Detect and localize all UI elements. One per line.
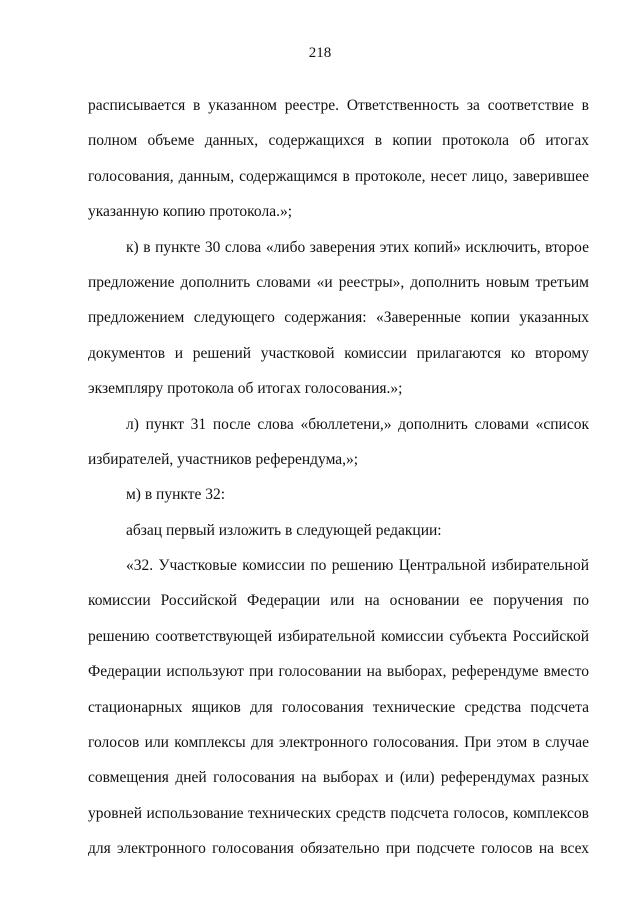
text-line: к) в пункте 30 слова «либо заверения этих копий» исключить, второе (126, 238, 589, 256)
text-line: абзац первый изложить в следующей редакции: (126, 521, 442, 539)
text-line: полном объеме данных, содержащихся в копии протокола об итогах (88, 132, 589, 150)
text-line: предложением следующего содержания: «Заверенные копии указанных (88, 309, 589, 327)
text-line: стационарных ящиков для голосования технические средства подсчета (88, 698, 589, 716)
text-line: «32. Участковые комиссии по решению Центральной избирательной (126, 557, 589, 575)
text-line: для электронного голосования обязательно при подсчете голосов на всех (88, 840, 589, 858)
text-line: указанную копию протокола.»; (88, 203, 293, 221)
text-line: л) пункт 31 после слова «бюллетени,» дополнить словами «список (126, 415, 589, 433)
text-line: Федерации используют при голосовании на выборах, референдуме вместо (88, 663, 589, 681)
text-line: избирателей, участников референдума,»; (88, 450, 359, 468)
text-line: совмещения дней голосования на выборах и (или) референдумах разных (88, 769, 589, 787)
text-line: комиссии Российской Федерации или на основании ее поручения по (88, 592, 589, 610)
text-line: решению соответствующей избирательной комиссии субъекта Российской (88, 627, 589, 645)
text-line: предложение дополнить словами «и реестры», дополнить новым третьим (88, 273, 589, 291)
text-line: голосования, данным, содержащимся в протоколе, несет лицо, заверившее (88, 167, 589, 185)
document-body (88, 96, 589, 875)
text-line: расписывается в указанном реестре. Ответственность за соответствие в (88, 97, 589, 114)
text-line: голосов или комплексы для электронного голосования. При этом в случае (88, 734, 589, 752)
text-line: уровней использование технических средств подсчета голосов, комплексов (88, 804, 589, 822)
text-line: документов и решений участковой комиссии прилагаются ко второму (88, 344, 589, 362)
text-line: м) в пункте 32: (126, 486, 226, 504)
page-number: 218 (308, 45, 332, 61)
text-line: экземпляру протокола об итогах голосования.»; (88, 380, 403, 398)
